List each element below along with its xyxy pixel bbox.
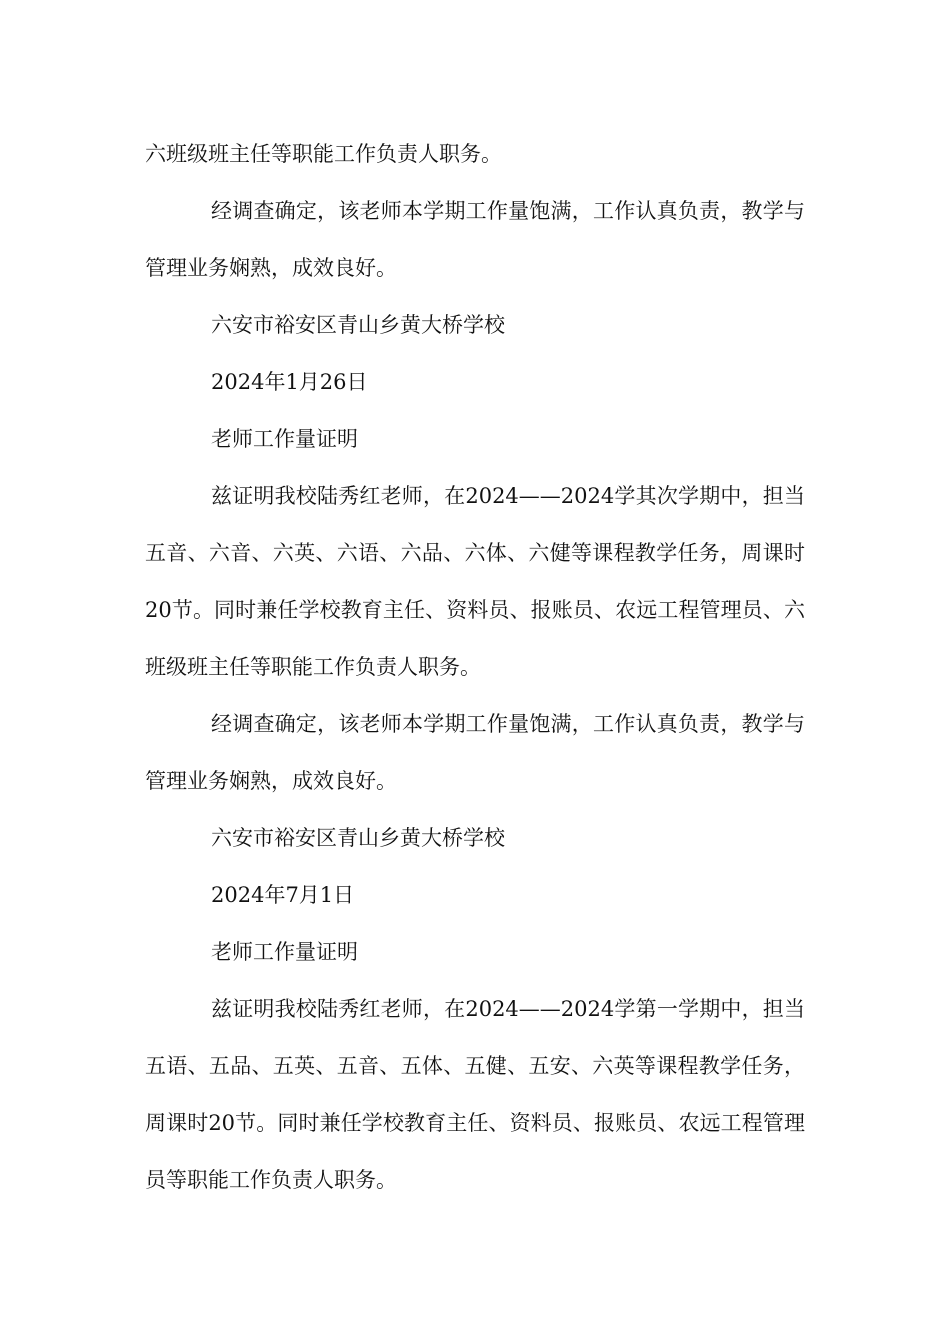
paragraph-assessment-2: 经调查确定，该老师本学期工作量饱满，工作认真负责，教学与管理业务娴熟，成效良好。 (145, 712, 805, 793)
date-1: 2024年1月26日 (211, 370, 368, 394)
certificate-title-3: 老师工作量证明 (211, 940, 358, 964)
paragraph-continuation: 六班级班主任等职能工作负责人职务。 (145, 142, 502, 166)
document-body (145, 126, 805, 1209)
paragraph-certificate-2: 兹证明我校陆秀红老师，在2024——2024学其次学期中，担当五音、六音、六英、六语、六品、六体、六健等课程教学任务，周课时20节。同时兼任学校教育主任、资料员、报账员、农远工程管理员、六班级班主任等职能工作负责人职务。 (145, 484, 805, 679)
school-signature-1: 六安市裕安区青山乡黄大桥学校 (211, 313, 505, 337)
date-2: 2024年7月1日 (211, 883, 355, 907)
school-signature-2: 六安市裕安区青山乡黄大桥学校 (211, 826, 505, 850)
paragraph-certificate-3: 兹证明我校陆秀红老师，在2024——2024学第一学期中，担当五语、五品、五英、五音、五体、五健、五安、六英等课程教学任务，周课时20节。同时兼任学校教育主任、资料员、报账员、农远工程管理员等职能工作负责人职务。 (145, 997, 805, 1192)
certificate-title-2: 老师工作量证明 (211, 427, 358, 451)
paragraph-assessment-1: 经调查确定，该老师本学期工作量饱满，工作认真负责，教学与管理业务娴熟，成效良好。 (145, 199, 805, 280)
